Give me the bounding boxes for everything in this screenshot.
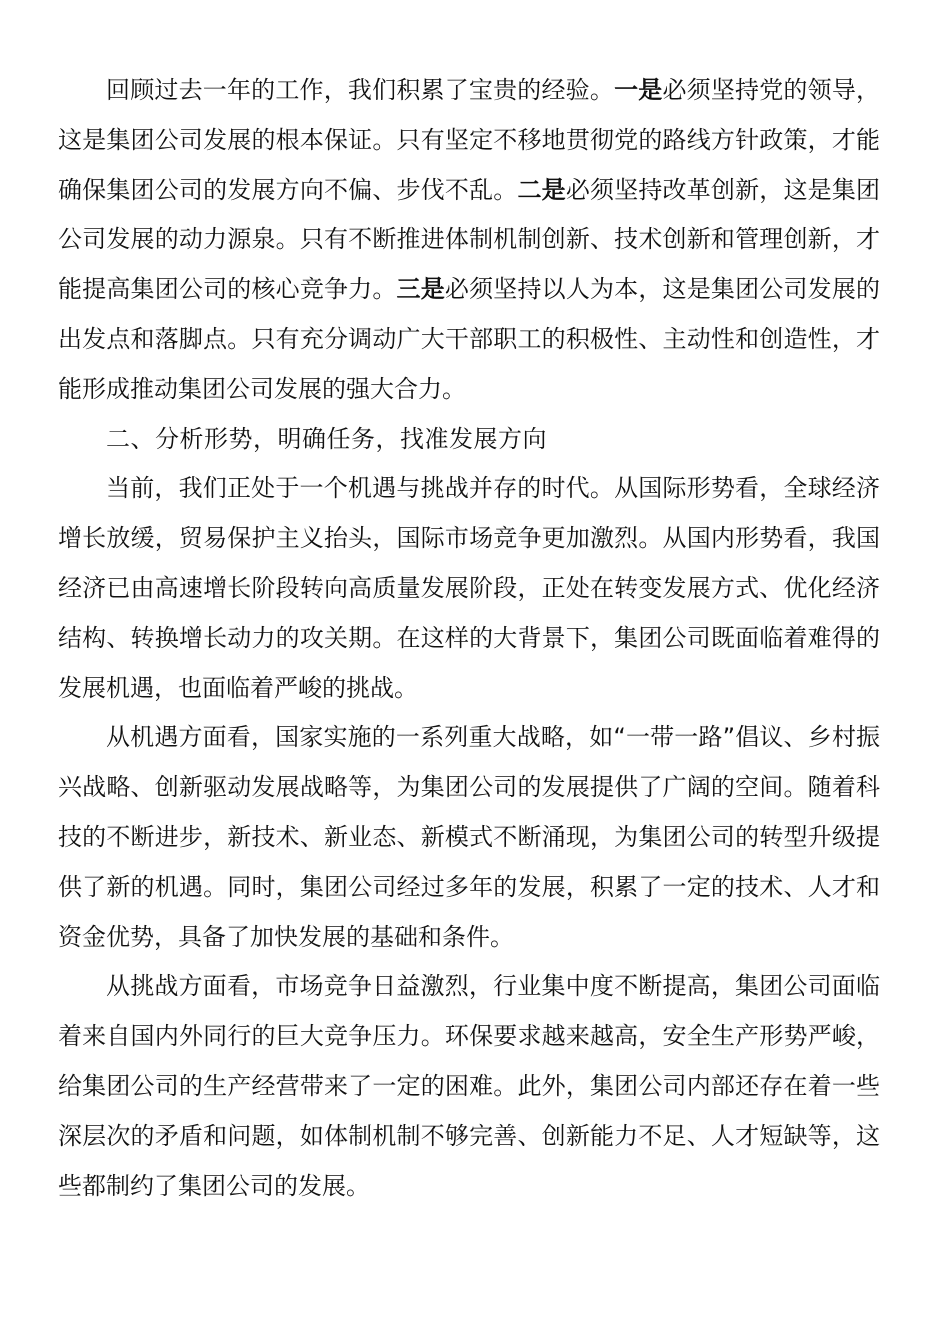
paragraph-challenges: 从挑战方面看，市场竞争日益激烈，行业集中度不断提高，集团公司面临着来自国内外同行的巨大竞争压力。环保要求越来越高，安全生产形势严峻，给集团公司的生产经营带来了一定的困难。此外，集团公司内部还存在着一些深层次的矛盾和问题，如体制机制不够完善、创新能力不足、人才短缺等，这些都制约了集团公司的发展。 bbox=[58, 972, 880, 1200]
paragraph-text: 回顾过去一年的工作，我们积累了宝贵的经验。 bbox=[106, 76, 615, 104]
paragraph-text: 必须坚持党的领导，这是集团公司发展的根本保证。只有坚定不移地贯彻党的路线方针政策，才能确保集团公司的发展方向不偏、步伐不乱。 bbox=[58, 76, 881, 204]
section-heading: 二、分析形势，明确任务，找准发展方向 bbox=[106, 424, 547, 453]
bold-keyword-first: 一是 bbox=[614, 76, 663, 104]
paragraph-text: 必须坚持以人为本，这是集团公司发展的出发点和落脚点。只有充分调动广大干部职工的积极性、主动性和创造性，才能形成推动集团公司发展的强大合力。 bbox=[58, 275, 881, 403]
bold-keyword-second: 二是 bbox=[517, 175, 566, 204]
paragraph-text: 必须坚持改革创新，这是集团公司发展的动力源泉。只有不断推进体制机制创新、技术创新和管理创新，才能提高集团公司的核心竞争力。 bbox=[58, 175, 881, 304]
bold-keyword-third: 三是 bbox=[396, 275, 445, 304]
paragraph-situation: 当前，我们正处于一个机遇与挑战并存的时代。从国际形势看，全球经济增长放缓，贸易保护主义抬头，国际市场竞争更加激烈。从国内形势看，我国经济已由高速增长阶段转向高质量发展阶段，正处在转变发展方式、优化经济结构、转换增长动力的攻关期。在这样的大背景下，集团公司既面临着难得的发展机遇，也面临着严峻的挑战。 bbox=[58, 474, 880, 702]
paragraph-opportunities: 从机遇方面看，国家实施的一系列重大战略，如“一带一路”倡议、乡村振兴战略、创新驱动发展战略等，为集团公司的发展提供了广阔的空间。随着科技的不断进步，新技术、新业态、新模式不断涌现，为集团公司的转型升级提供了新的机遇。同时，集团公司经过多年的发展，积累了一定的技术、人才和资金优势，具备了加快发展的基础和条件。 bbox=[58, 723, 880, 951]
paragraph-experience bbox=[58, 66, 880, 415]
document-body bbox=[58, 66, 880, 1211]
